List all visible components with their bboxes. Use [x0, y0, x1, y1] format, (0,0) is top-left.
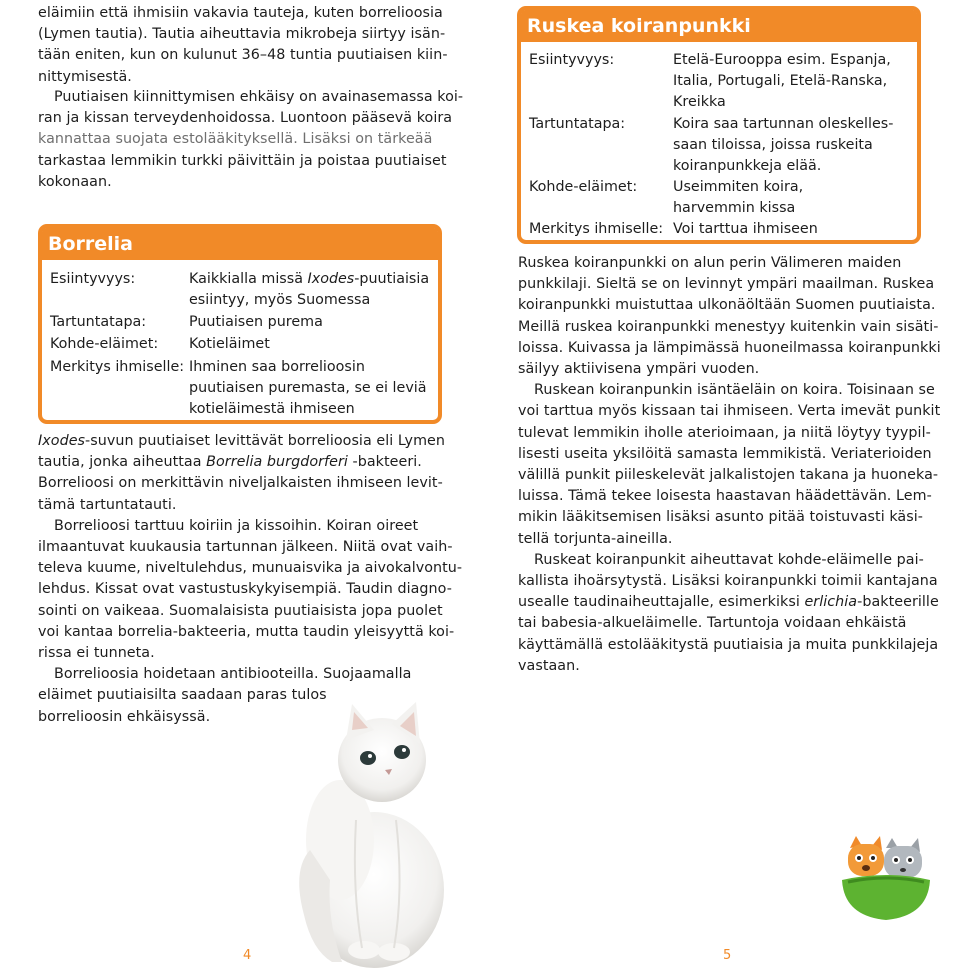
human-label: Merkitys ihmiselle:: [529, 221, 664, 237]
human-label: Merkitys ihmiselle:: [50, 359, 185, 375]
occurrence-value: [673, 50, 891, 113]
borrelia-info-box: [38, 224, 442, 424]
occurrence-label: Esiintyvyys:: [50, 271, 136, 287]
borrelia-line: [38, 452, 462, 473]
transmission-value: [673, 114, 893, 177]
transmission-line: Koira saa tartunnan oleskelles-: [673, 116, 894, 132]
occurrence-label: Esiintyvyys:: [529, 52, 615, 68]
human-line: puutiaisen puremasta, se ei leviä: [189, 380, 427, 396]
borrelia-line: tämä tartuntatauti.: [38, 496, 177, 513]
occurrence-text: -puutiaisia: [354, 271, 430, 287]
ruskea-line: Meillä ruskea koiranpunkki menestyy kuitenkin vain sisäti-: [518, 318, 939, 335]
ruskea-line: tellä torjunta-aineilla.: [518, 530, 673, 547]
intro-line: eläimiin että ihmisiin vakavia tauteja, kuten borrelioosia: [38, 5, 443, 21]
borrelia-box-title: Borrelia: [42, 228, 438, 260]
ruskea-text: -bakteerille: [857, 594, 939, 611]
borrelia-line: televa kuume, niveltulehdus, munuaisvika ja aivokalvontu-: [38, 560, 463, 577]
occurrence-line: Kreikka: [673, 94, 726, 110]
page-number-right: 5: [723, 948, 732, 963]
human-value: [673, 219, 818, 240]
occurrence-value: [189, 269, 429, 311]
transmission-value: [189, 312, 323, 333]
ruskea-line: tulevat lemmikin iholle aterioimaan, ja niitä löytyy tyypil-: [518, 424, 931, 441]
borrelia-line: borrelioosin ehkäisyssä.: [38, 708, 211, 725]
transmission-label: Tartuntatapa:: [50, 314, 147, 330]
ruskea-line: voi tarttua myös kissaan tai ihmiseen. Verta imevät punkit: [518, 403, 941, 420]
ruskea-line: kallista ihoärsytystä. Lisäksi koiranpunkki toimii kantajana: [518, 573, 938, 590]
borrelia-line: voi kantaa borrelia-bakteeria, mutta taudin yleisyyttä koi-: [38, 623, 455, 640]
ruskea-line: loissa. Kuivassa ja lämpimässä huoneilmassa koiranpunkki: [518, 339, 941, 356]
borrelia-line: ilmaantuvat kuukausia tartunnan jälkeen. Niitä ovat vaih-: [38, 539, 453, 556]
ruskea-line: käyttämällä estolääkitystä puutiaisia ja muita punkkilajeja: [518, 636, 939, 653]
intro-line: (Lymen tautia). Tautia aiheuttavia mikrobeja siirtyy isän-: [38, 26, 446, 43]
ruskea-text: usealle taudinaiheuttajalle, esimerkiksi: [518, 594, 805, 611]
human-line: Voi tarttua ihmiseen: [673, 221, 818, 237]
prevention-line: ran ja kissan terveydenhoidossa. Luontoon pääsevä koira: [38, 110, 453, 127]
hosts-value: [673, 177, 803, 219]
page-number-left: 4: [243, 948, 252, 963]
occurrence-line: Etelä-Eurooppa esim. Espanja,: [673, 52, 891, 68]
pets-logo-icon: [838, 830, 934, 924]
borrelia-text: -bakteeri.: [347, 454, 422, 471]
borrelia-paragraph: [38, 431, 462, 728]
white-cat-photo: [282, 700, 462, 970]
borrelia-line: Borrelioosi on merkittävin niveljalkaisten ihmiseen levit-: [38, 475, 443, 492]
human-line: Ihminen saa borrelioosin: [189, 359, 365, 375]
ruskea-line: luissa. Tämä tekee loisesta haastavan häädettävän. Lem-: [518, 488, 932, 505]
ruskea-line: koiranpunkki muistuttaa ulkonäöltään Suomen puutiaista.: [518, 297, 936, 314]
borrelia-line: Borrelioosi tarttuu koiriin ja kissoihin. Koiran oireet: [54, 517, 419, 534]
ruskea-info-box: [517, 6, 921, 244]
hosts-label: Kohde-eläimet:: [50, 336, 159, 352]
genus-italic: Ixodes: [38, 433, 86, 449]
hosts-line: harvemmin kissa: [673, 200, 796, 216]
occurrence-line: [189, 269, 429, 290]
ruskea-line: lisesti useita yksilöitä samasta lemmikistä. Veriaterioiden: [518, 445, 932, 462]
hosts-line: Kotieläimet: [189, 336, 270, 352]
occurrence-line: esiintyy, myös Suomessa: [189, 292, 371, 308]
occurrence-line: Italia, Portugali, Etelä-Ranska,: [673, 73, 888, 89]
intro-paragraph: [38, 3, 448, 88]
human-line: kotieläimestä ihmiseen: [189, 401, 355, 417]
borrelia-line: sointi on vaikeaa. Suomalaisista puutiaisista jopa puolet: [38, 602, 443, 619]
ruskea-line: vastaan.: [518, 657, 580, 674]
hosts-line: Useimmiten koira,: [673, 179, 804, 195]
ruskea-line: tai babesia-alkueläimelle. Tartuntoja voidaan ehkäistä: [518, 615, 907, 632]
ruskea-line: punkkilaji. Sieltä se on levinnyt ympäri maailman. Ruskea: [518, 276, 935, 293]
ruskea-line: Ruskea koiranpunkki on alun perin Välimeren maiden: [518, 255, 902, 271]
ruskea-box-body: [521, 42, 917, 240]
ruskea-paragraph: [518, 253, 941, 677]
borrelia-line: lehdus. Kissat ovat vastustuskykyisempiä. Taudin diagno-: [38, 581, 452, 598]
hosts-label: Kohde-eläimet:: [529, 179, 638, 195]
prevention-paragraph: [38, 87, 463, 193]
intro-line: tään eniten, kun on kulunut 36–48 tuntia puutiaisen kiin-: [38, 47, 448, 64]
ruskea-box-title: Ruskea koiranpunkki: [521, 10, 917, 42]
prevention-line: tarkastaa lemmikin turkki päivittäin ja poistaa puutiaiset: [38, 152, 447, 169]
borrelia-line: Borrelioosia hoidetaan antibiooteilla. Suojaamalla: [54, 666, 412, 683]
ruskea-line: välillä punkit piileskelevät jalkalistojen takana ja huoneka-: [518, 467, 939, 484]
ruskea-line: [518, 592, 941, 613]
ruskea-line: säilyy aktiivisena ympäri vuoden.: [518, 361, 760, 378]
hosts-value: [189, 334, 270, 355]
borrelia-text: -suvun puutiaiset levittävät borrelioosia eli Lymen: [85, 433, 445, 449]
prevention-line: Puutiaisen kiinnittymisen ehkäisy on avainasemassa koi-: [54, 89, 464, 105]
ruskea-line: Ruskeat koiranpunkit aiheuttavat kohde-eläimelle pai-: [534, 551, 924, 568]
transmission-line: koiranpunkkeja elää.: [673, 158, 822, 174]
borrelia-line: rissa ei tunneta.: [38, 645, 155, 662]
species-italic: Borrelia burgdorferi: [206, 454, 348, 471]
intro-line: nittymisestä.: [38, 68, 132, 85]
prevention-line: kokonaan.: [38, 173, 112, 190]
borrelia-line: eläimet puutiaisilta saadaan paras tulos: [38, 687, 327, 704]
prevention-line: kannattaa suojata estolääkityksellä. Lisäksi on tärkeää: [38, 131, 433, 148]
transmission-label: Tartuntatapa:: [529, 116, 626, 132]
ruskea-line: mikin lääkitsemisen lisäksi asunto pitää toistuvasti käsi-: [518, 509, 923, 526]
transmission-line: Puutiaisen purema: [189, 314, 323, 330]
transmission-line: saan tiloissa, joissa ruskeita: [673, 137, 873, 153]
borrelia-box-body: [42, 260, 438, 420]
borrelia-line: [38, 431, 462, 452]
occurrence-text: Kaikkialla missä: [189, 271, 308, 287]
erlichia-italic: erlichia: [804, 594, 858, 611]
occurrence-genus: Ixodes: [307, 271, 355, 287]
borrelia-text: tautia, jonka aiheuttaa: [38, 454, 207, 471]
ruskea-line: Ruskean koiranpunkin isäntäeläin on koira. Toisinaan se: [534, 382, 935, 399]
human-value: [189, 357, 427, 420]
